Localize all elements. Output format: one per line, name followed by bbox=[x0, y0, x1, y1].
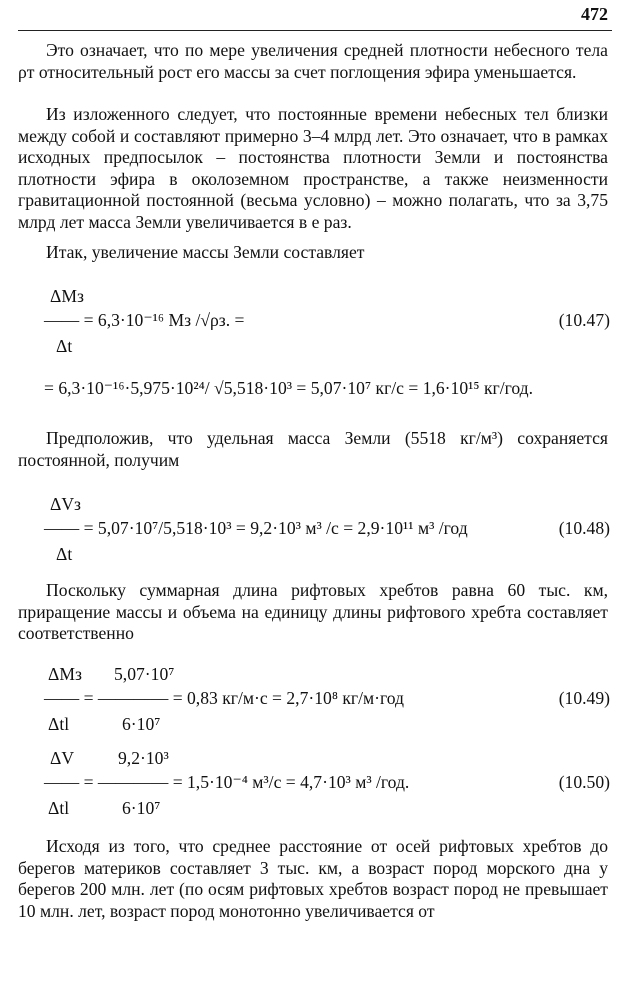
eq49-main-line: —— = ———— = 0,83 кг/м·с = 2,7·10⁸ кг/м·год bbox=[44, 688, 405, 708]
eq47-main-line: —— = 6,3·10⁻¹⁶ Mз /√ρз. = bbox=[44, 310, 245, 330]
paragraph-2: Из изложенного следует, что постоянные времени небесных тел близки между собой и составляют примерно 3–4 млрд лет. Это означает, что в рамках исходных предпосылок – постоянства плотности Земли и постоянства плотности эфира в околоземном пространстве, а также неизменности гравитационной постоянной (весьма условно) – можно полагать, что за 3,75 млрд лет масса Земли увеличивается в e раз. bbox=[18, 104, 608, 232]
paragraph-5: Поскольку суммарная длина рифтовых хребтов равна 60 тыс. км, приращение массы и объема на единицу длины рифтового хребта составляет соответственно bbox=[18, 580, 608, 643]
header-rule bbox=[18, 30, 612, 31]
paragraph-4: Предположив, что удельная масса Земли (5518 кг/м³) сохраняется постоянной, получим bbox=[18, 428, 608, 470]
equation-10-50 bbox=[44, 748, 610, 820]
eq49-frac-denominator: 6·10⁷ bbox=[122, 714, 161, 734]
eq48-numerator: ΔVз bbox=[50, 494, 81, 514]
eq50-frac-numerator: 9,2·10³ bbox=[118, 748, 169, 768]
eq47-continuation: = 6,3·10⁻¹⁶·5,975·10²⁴/ √5,518·10³ = 5,07·10⁷ кг/с = 1,6·10¹⁵ кг/год. bbox=[44, 378, 534, 398]
eq50-main-line: —— = ———— = 1,5·10⁻⁴ м³/с = 4,7·10³ м³ /год. bbox=[44, 772, 410, 792]
equation-10-47 bbox=[44, 286, 610, 358]
eq49-numerator: ΔMз bbox=[48, 664, 82, 684]
eq48-number: (10.48) bbox=[558, 518, 610, 538]
eq50-denominator: Δtl bbox=[48, 798, 70, 818]
eq50-frac-denominator: 6·10⁷ bbox=[122, 798, 161, 818]
eq47-denominator: Δt bbox=[56, 336, 73, 356]
paragraph-3: Итак, увеличение массы Земли составляет bbox=[46, 242, 365, 262]
eq49-number: (10.49) bbox=[558, 688, 610, 708]
equation-10-48 bbox=[44, 494, 610, 566]
eq47-number: (10.47) bbox=[558, 310, 610, 330]
eq48-denominator: Δt bbox=[56, 544, 73, 564]
eq49-denominator: Δtl bbox=[48, 714, 70, 734]
page-number: 472 bbox=[581, 4, 608, 24]
eq49-frac-numerator: 5,07·10⁷ bbox=[114, 664, 175, 684]
paragraph-1: Это означает, что по мере увеличения средней плотности небесного тела ρт относительный рост его массы за счет поглощения эфира уменьшается. bbox=[18, 40, 608, 82]
eq47-numerator: ΔMз bbox=[50, 286, 84, 306]
eq50-number: (10.50) bbox=[558, 772, 610, 792]
paragraph-6: Исходя из того, что среднее расстояние от осей рифтовых хребтов до берегов материков составляет 3 тыс. км, а возраст пород морского дна у берегов 200 млн. лет (по осям рифтовых хребтов возраст пород не превышает 10 млн. лет, возраст пород монотонно увеличивается от bbox=[18, 836, 608, 921]
eq48-main-line: —— = 5,07·10⁷/5,518·10³ = 9,2·10³ м³ /с = 2,9·10¹¹ м³ /год bbox=[44, 518, 468, 538]
equation-10-49 bbox=[44, 664, 610, 736]
eq50-numerator: ΔV bbox=[50, 748, 75, 768]
